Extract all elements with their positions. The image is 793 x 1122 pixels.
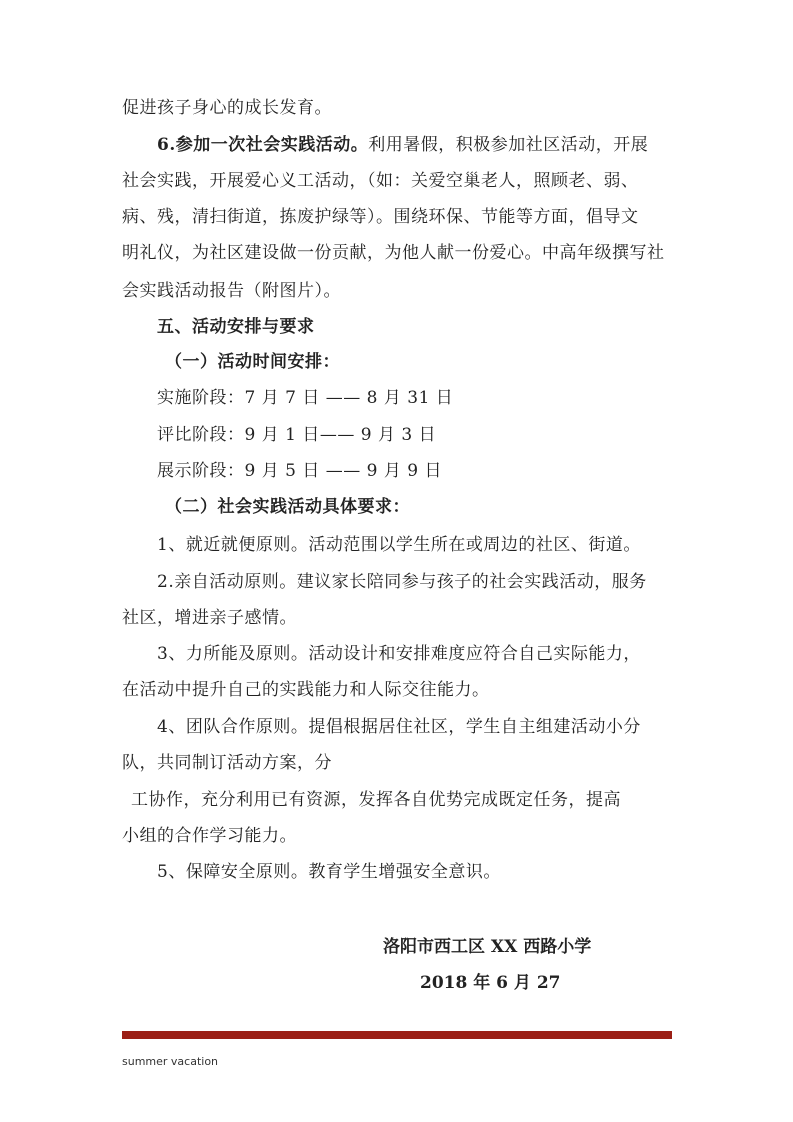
paragraph-line [157, 134, 648, 156]
requirement-line: 工协作，充分利用已有资源，发挥各自优势完成既定任务，提高 [131, 790, 621, 810]
requirement-line: 在活动中提升自己的实践能力和人际交往能力。 [122, 680, 490, 700]
section-heading: 五、活动安排与要求 [157, 317, 315, 337]
requirement-line: 小组的合作学习能力。 [122, 826, 297, 846]
paragraph-line: 社会实践，开展爱心义工活动，（如：关爱空巢老人，照顾老、弱、 [122, 171, 639, 191]
schedule-value: 9 月 5 日 —— 9 月 9 日 [244, 461, 442, 481]
schedule-row [157, 424, 436, 446]
footer-text: summer vacation [122, 1055, 219, 1068]
item-6-text: 利用暑假，积极参加社区活动，开展 [368, 135, 649, 155]
schedule-value: 9 月 1 日—— 9 月 3 日 [244, 425, 437, 445]
requirement-line: 1、就近就便原则。活动范围以学生所在或周边的社区、街道。 [157, 535, 641, 555]
paragraph-line: 促进孩子身心的成长发育。 [122, 98, 332, 118]
requirement-line: 社区，增进亲子感情。 [122, 608, 297, 628]
requirement-line: 5、保障安全原则。教育学生增强安全意识。 [157, 862, 501, 882]
item-6-title: 6.参加一次社会实践活动。 [157, 135, 369, 155]
schedule-label: 实施阶段： [157, 388, 245, 408]
schedule-label: 展示阶段： [157, 461, 245, 481]
schedule-row [157, 387, 453, 409]
signature-school: 洛阳市西工区 XX 西路小学 [383, 937, 592, 957]
subsection-heading: （二）社会实践活动具体要求： [165, 497, 410, 517]
requirement-line: 2.亲自活动原则。建议家长陪同参与孩子的社会实践活动，服务 [157, 572, 647, 592]
schedule-row [157, 460, 442, 482]
signature-date: 2018 年 6 月 27 [420, 973, 561, 993]
schedule-value: 7 月 7 日 —— 8 月 31 日 [244, 388, 454, 408]
requirement-line: 队，共同制订活动方案，分 [122, 753, 332, 773]
paragraph-line: 病、残，清扫街道，拣废护绿等）。围绕环保、节能等方面，倡导文 [122, 207, 639, 227]
subsection-heading: （一）活动时间安排： [165, 352, 340, 372]
paragraph-line: 会实践活动报告（附图片）。 [122, 281, 341, 301]
schedule-label: 评比阶段： [157, 425, 245, 445]
requirement-line: 4、团队合作原则。提倡根据居住社区，学生自主组建活动小分 [157, 717, 641, 737]
requirement-line: 3、力所能及原则。活动设计和安排难度应符合自己实际能力， [157, 644, 641, 664]
paragraph-line: 明礼仪，为社区建设做一份贡献，为他人献一份爱心。中高年级撰写社 [122, 243, 665, 263]
footer-rule [122, 1031, 672, 1039]
